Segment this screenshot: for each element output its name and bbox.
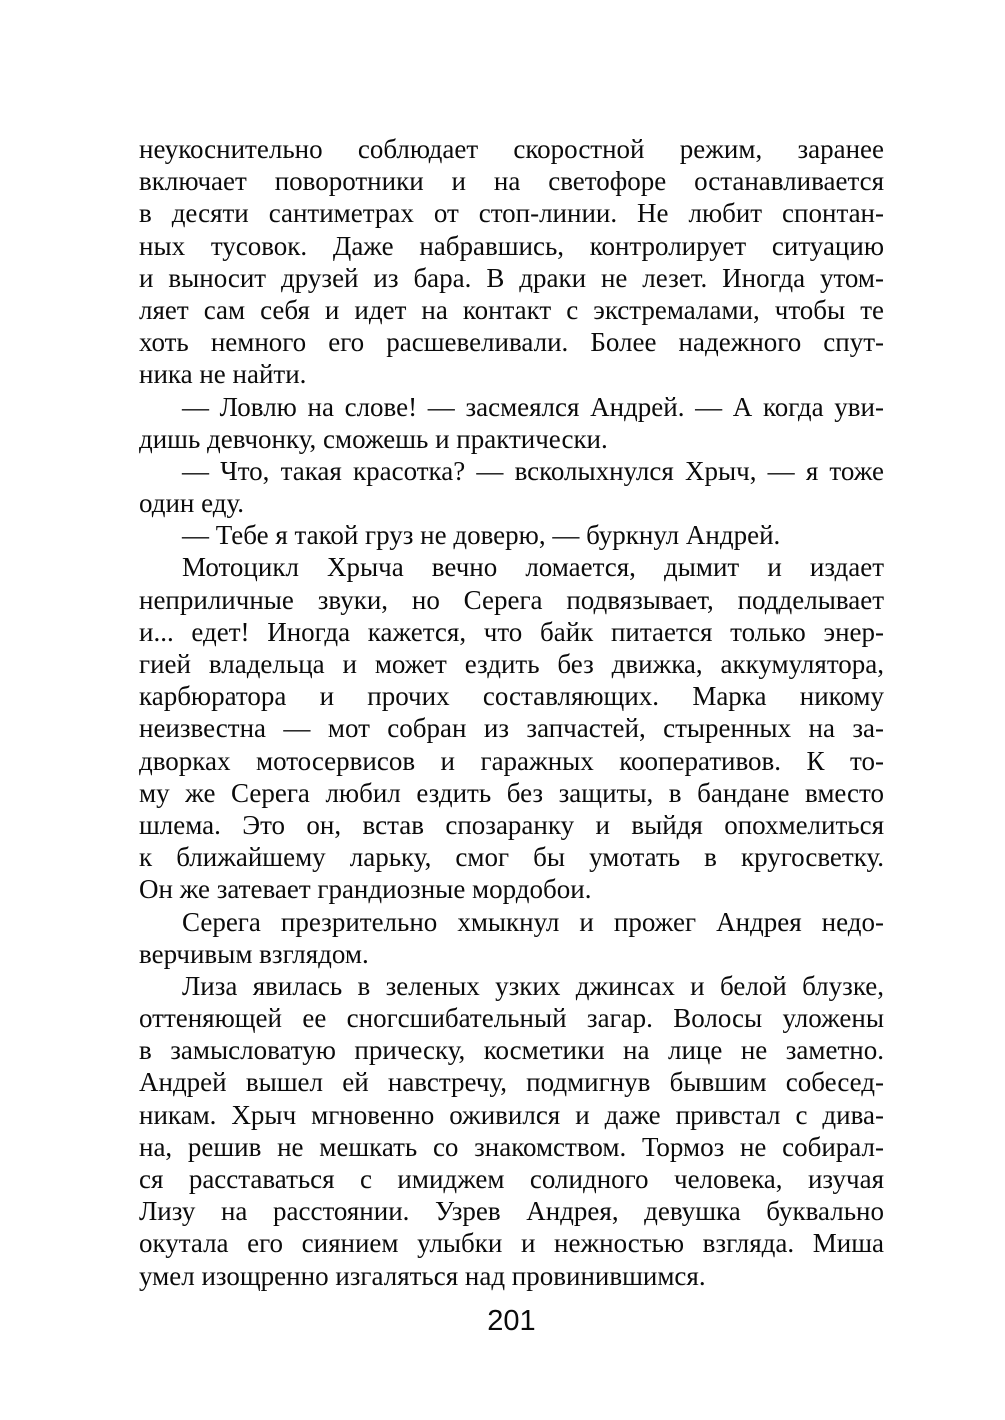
text-line: неизвестна — мот собран из запчастей, стыренных на за-: [139, 713, 884, 744]
text-line: в десяти сантиметрах от стоп-линии. Не любит спонтан-: [139, 198, 884, 229]
text-line: Андрей вышел ей навстречу, подмигнув бывшим собесед-: [139, 1067, 884, 1098]
text-line: ляет сам себя и идет на контакт с экстремалами, чтобы те: [139, 294, 884, 325]
text-line: Лизу на расстоянии. Узрев Андрея, девушка буквально: [139, 1196, 884, 1227]
text-line: — Ловлю на слове! — засмеялся Андрей. — А когда уви-: [182, 391, 884, 422]
text-line: Он же затевает грандиозные мордобои.: [139, 874, 592, 905]
page-text-block: [139, 133, 884, 1292]
text-line: на, решив не мешкать со знакомством. Тормоз не собирал-: [139, 1131, 884, 1162]
page-number: 201: [487, 1305, 536, 1337]
text-line: гией владельца и может ездить без движка, аккумулятора,: [139, 649, 884, 679]
text-line: дворках мотосервисов и гаражных кооперативов. К то-: [139, 745, 884, 776]
text-line: шлема. Это он, встав спозаранку и выйдя опохмелиться: [139, 809, 884, 840]
text-line: неприличные звуки, но Серега подвязывает, подделывает: [139, 584, 884, 615]
text-line: Серега презрительно хмыкнул и прожег Андрея недо-: [182, 906, 884, 937]
text-line: ника не найти.: [139, 359, 307, 390]
text-line: к ближайшему ларьку, смог бы умотать в кругосветку.: [139, 842, 884, 873]
text-line: и выносит друзей из бара. В драки не лезет. Иногда утом-: [139, 262, 884, 293]
text-line: и... едет! Иногда кажется, что байк питается только энер-: [139, 616, 884, 647]
text-line: му же Серега любил ездить без защиты, в бандане вместо: [139, 777, 884, 808]
text-line: Лиза явилась в зеленых узких джинсах и белой блузке,: [182, 970, 884, 1001]
text-line: ся расставаться с имиджем солидного человека, изучая: [139, 1164, 884, 1194]
text-line: один еду.: [139, 488, 245, 519]
text-line: хоть немного его расшевеливали. Более надежного спут-: [139, 327, 884, 358]
text-line: ных тусовок. Даже набравшись, контролирует ситуацию: [139, 230, 884, 261]
text-line: верчивым взглядом.: [139, 938, 369, 969]
text-line: дишь девчонку, сможешь и практически.: [139, 423, 608, 454]
text-line: — Что, такая красотка? — всколыхнулся Хрыч, — я тоже: [182, 455, 884, 486]
text-line: включает поворотники и на светофоре останавливается: [139, 166, 884, 197]
text-line: в замысловатую прическу, косметики на лице не заметно.: [139, 1035, 884, 1066]
text-line: никам. Хрыч мгновенно оживился и даже привстал с дива-: [139, 1099, 884, 1130]
text-line: умел изощренно изгаляться над провинившимся.: [139, 1260, 706, 1291]
text-line: карбюратора и прочих составляющих. Марка никому: [139, 681, 884, 712]
text-line: неукоснительно соблюдает скоростной режим, заранее: [139, 134, 884, 164]
text-line: — Тебе я такой груз не доверю, — буркнул Андрей.: [182, 520, 781, 551]
text-line: оттеняющей ее сногсшибательный загар. Волосы уложены: [139, 1003, 884, 1034]
text-line: окутала его сиянием улыбки и нежностью взгляда. Миша: [139, 1228, 884, 1259]
text-line: Мотоцикл Хрыча вечно ломается, дымит и издает: [182, 552, 884, 583]
